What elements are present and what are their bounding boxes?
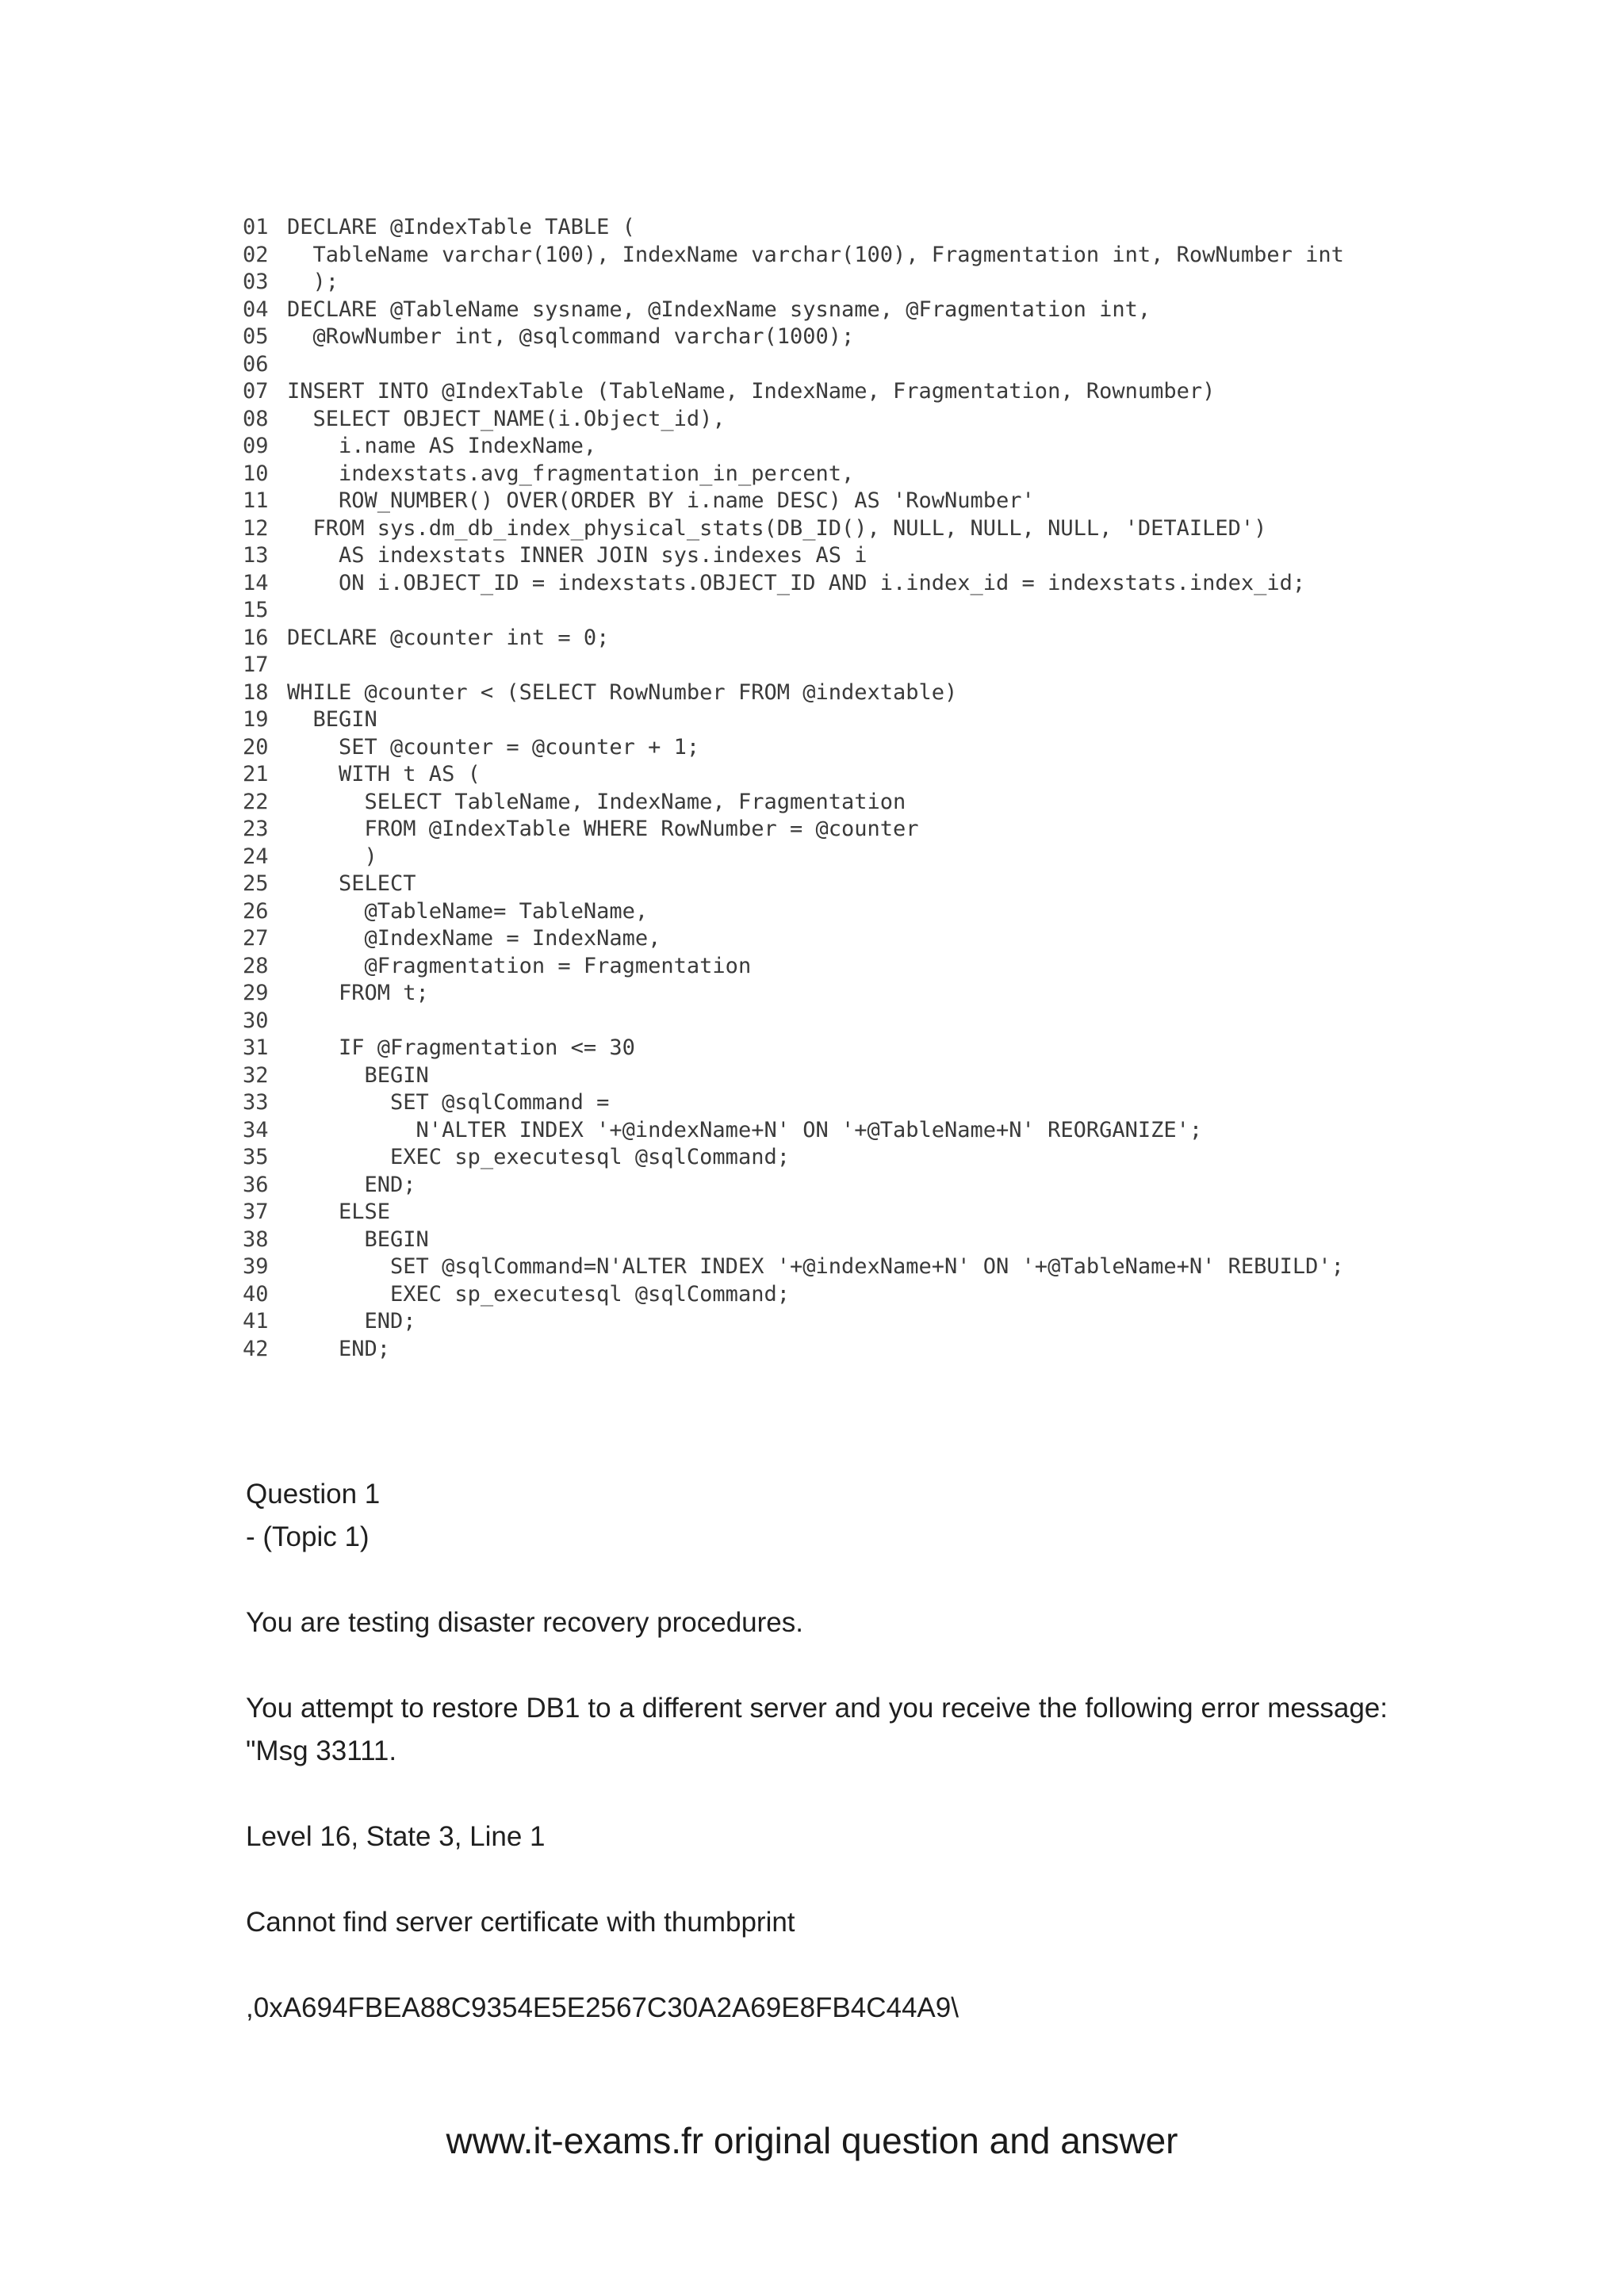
code-line [243,925,661,952]
footer-text: www.it-exams.fr original question and answer [446,2120,1178,2161]
code-line [243,1117,1202,1144]
code-line-number: 03 [243,270,269,294]
code-line-number: 32 [243,1062,269,1088]
code-line [243,1008,287,1035]
code-line-text: SET @counter = @counter + 1; [287,734,700,760]
code-line-text: @RowNumber int, @sqlcommand varchar(1000); [287,324,855,349]
code-line-number: 22 [243,789,269,814]
code-line-text: FROM t; [287,981,429,1005]
question-error-level: Level 16, State 3, Line 1 [246,1821,546,1852]
code-line-text: FROM @IndexTable WHERE RowNumber = @counter [287,817,919,841]
code-line [243,789,906,816]
code-line-number: 38 [243,1226,269,1252]
code-line-number: 23 [243,817,269,841]
code-line-number: 10 [243,461,269,486]
code-line-text: @Fragmentation = Fragmentation [287,953,752,978]
code-line-number: 05 [243,324,269,349]
code-line [243,625,609,652]
code-line-text: SELECT TableName, IndexName, Fragmentation [287,789,906,814]
code-line-number: 11 [243,488,269,513]
code-line [243,679,957,706]
code-line-number: 35 [243,1145,269,1169]
code-line-number: 26 [243,898,269,924]
code-line-number: 31 [243,1035,269,1060]
code-line-number: 12 [243,515,269,541]
code-line-text: DECLARE @TableName sysname, @IndexName sysname, @Fragmentation int, [287,297,1151,322]
code-line-text: AS indexstats INNER JOIN sys.indexes AS i [287,543,868,568]
question-intro: You are testing disaster recovery procedures. [246,1607,803,1638]
code-line [243,816,919,843]
code-line-text: ELSE [287,1200,391,1224]
code-line [243,433,596,460]
code-line-number: 02 [243,242,269,267]
code-line-text: ROW_NUMBER() OVER(ORDER BY i.name DESC) AS 'RowNumber' [287,488,1035,513]
code-line [243,488,1035,515]
code-line-text: BEGIN [287,707,377,732]
code-line-number: 18 [243,679,269,705]
code-line-number: 20 [243,734,269,760]
code-line-number: 41 [243,1309,269,1334]
code-line-text: END; [287,1172,416,1197]
code-line [243,406,726,433]
code-line [243,351,287,378]
code-line [243,652,287,679]
question-thumbprint: ,0xA694FBEA88C9354E5E2567C30A2A69E8FB4C44A9\ [246,1992,959,2023]
code-line-number: 09 [243,434,269,458]
code-line [243,761,481,788]
code-line-text: BEGIN [287,1062,429,1088]
code-line [243,542,868,569]
code-line-number: 24 [243,844,269,869]
code-line-text: SELECT [287,871,416,896]
code-line-number: 30 [243,1008,269,1033]
code-line-text: TableName varchar(100), IndexName varchar(100), Fragmentation int, RowNumber int [287,242,1344,267]
code-line-text: SET @sqlCommand=N'ALTER INDEX '+@indexName+N' ON '+@TableName+N' REBUILD'; [287,1254,1344,1279]
code-line-text: DECLARE @counter int = 0; [287,625,610,650]
code-line-number: 21 [243,762,269,786]
code-line-number: 25 [243,871,269,896]
code-line-number: 04 [243,297,269,322]
code-line-number: 28 [243,953,269,978]
code-line [243,1281,790,1308]
code-line-number: 01 [243,215,269,239]
code-line [243,734,699,761]
code-line [243,1199,390,1226]
code-line-number: 42 [243,1336,269,1361]
code-line-text: BEGIN [287,1226,429,1252]
code-line [243,844,377,871]
code-line-text: N'ALTER INDEX '+@indexName+N' ON '+@TableName+N' REORGANIZE'; [287,1117,1203,1142]
code-line-text: END; [287,1336,391,1361]
code-line-number: 13 [243,543,269,568]
code-line-text: indexstats.avg_fragmentation_in_percent, [287,461,855,486]
question-section [246,1473,1388,2030]
question-title: Question 1 [246,1479,381,1510]
code-line-number: 16 [243,625,269,650]
code-line-number: 08 [243,406,269,431]
code-line [243,1035,635,1062]
code-line-text: WITH t AS ( [287,762,481,786]
code-line [243,1253,1344,1280]
code-line [243,898,648,925]
code-line [243,269,339,296]
code-line-number: 36 [243,1172,269,1197]
code-line-text: FROM sys.dm_db_index_physical_stats(DB_ID(), NULL, NULL, NULL, 'DETAILED') [287,515,1267,541]
code-line-number: 07 [243,379,269,404]
code-line-text: @IndexName = IndexName, [287,926,661,951]
code-line [243,706,377,733]
question-error-intro: You attempt to restore DB1 to a different server and you receive the following error message: "Msg 33111. [246,1693,1388,1766]
code-line [243,570,1305,597]
code-line-number: 06 [243,351,269,377]
code-line [243,378,1215,405]
code-line-number: 37 [243,1200,269,1224]
code-line [243,1089,609,1116]
code-line-number: 19 [243,707,269,732]
code-line-number: 39 [243,1254,269,1279]
code-line [243,871,416,897]
code-line-text: SET @sqlCommand = [287,1090,610,1115]
code-line-text: IF @Fragmentation <= 30 [287,1035,635,1060]
code-line [243,1062,429,1089]
code-line-text: ) [287,844,377,869]
code-line [243,980,429,1007]
code-line-text: EXEC sp_executesql @sqlCommand; [287,1145,790,1169]
code-line-number: 34 [243,1117,269,1142]
code-line-text: INSERT INTO @IndexTable (TableName, IndexName, Fragmentation, Rownumber) [287,379,1216,404]
code-line-number: 33 [243,1090,269,1115]
code-line [243,1226,429,1253]
code-line-number: 40 [243,1281,269,1307]
code-line [243,214,635,241]
code-line-number: 29 [243,981,269,1005]
code-line [243,1308,416,1335]
code-line-text: DECLARE @IndexTable TABLE ( [287,215,635,239]
code-line-text: SELECT OBJECT_NAME(i.Object_id), [287,406,726,431]
code-line [243,1172,416,1199]
code-line-text: @TableName= TableName, [287,898,649,924]
code-line-text: ); [287,270,339,294]
code-line-text: ON i.OBJECT_ID = indexstats.OBJECT_ID AND i.index_id = indexstats.index_id; [287,570,1306,595]
code-line-text: EXEC sp_executesql @sqlCommand; [287,1281,790,1307]
code-line [243,242,1344,269]
code-line-number: 17 [243,652,269,677]
code-line [243,297,1151,323]
code-line [243,323,854,350]
code-line [243,515,1266,542]
code-line [243,461,854,488]
code-line [243,953,751,980]
code-line-number: 15 [243,598,269,622]
code-line-text: WHILE @counter < (SELECT RowNumber FROM @indextable) [287,679,958,705]
code-line-text: i.name AS IndexName, [287,434,597,458]
code-line-text: END; [287,1309,416,1334]
code-line [243,1336,390,1363]
question-topic: - (Topic 1) [246,1521,370,1552]
code-line [243,597,287,624]
code-line [243,1144,790,1171]
code-line-number: 27 [243,926,269,951]
code-line-number: 14 [243,570,269,595]
question-cert-message: Cannot find server certificate with thumbprint [246,1907,795,1938]
